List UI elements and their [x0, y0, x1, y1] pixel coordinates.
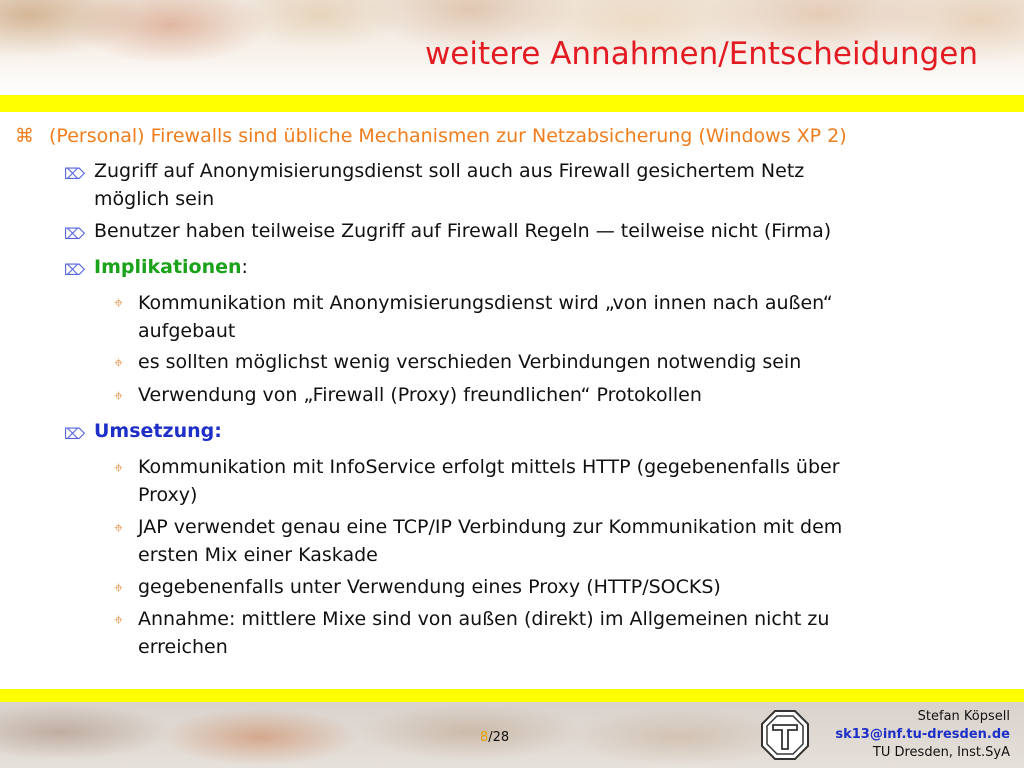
crosshair-icon: ⌖ [114, 386, 124, 405]
slide-title: weitere Annahmen/Entscheidungen [424, 36, 978, 72]
page-number [480, 730, 509, 745]
crosshair-icon: ⌖ [114, 458, 124, 477]
list-item-line: Proxy) [138, 484, 198, 506]
crosshair-icon: ⌖ [114, 353, 124, 372]
pointing-arrow-icon: ⌦ [64, 165, 86, 183]
list-item [138, 381, 702, 409]
main-bullet [15, 125, 847, 147]
page-total: /28 [488, 730, 510, 745]
tu-dresden-logo-icon [760, 709, 810, 761]
institution: TU Dresden, Inst.SyA [872, 745, 1010, 760]
list-item [94, 157, 804, 213]
header-highlight-bar [0, 95, 1024, 112]
list-item-line: möglich sein [94, 188, 215, 210]
list-item-line: JAP verwendet genau eine TCP/IP Verbindung zur Kommunikation mit dem [138, 516, 843, 538]
list-item-line: Zugriff auf Anonymisierungsdienst soll auch aus Firewall gesichertem Netz [94, 160, 805, 182]
list-item [138, 573, 721, 601]
page-current: 8 [480, 730, 489, 745]
footer [0, 702, 1024, 768]
pointing-arrow-icon: ⌦ [64, 261, 86, 279]
implikationen-label: Implikationen [94, 256, 242, 278]
implikationen-colon: : [241, 256, 248, 278]
implikationen-heading [94, 253, 248, 281]
list-item-line: Benutzer haben teilweise Zugriff auf Firewall Regeln — teilweise nicht (Firma) [94, 220, 832, 242]
list-item-line: Kommunikation mit Anonymisierungsdienst wird „von innen nach außen“ [138, 292, 833, 314]
command-icon: ⌘ [15, 125, 34, 147]
author-signature [835, 708, 1010, 762]
pointing-arrow-icon: ⌦ [64, 225, 86, 243]
header-banner [0, 0, 1024, 95]
list-item-line: erreichen [138, 636, 228, 658]
list-item-line: Annahme: mittlere Mixe sind von außen (direkt) im Allgemeinen nicht zu [138, 608, 830, 630]
list-item-line: Verwendung von „Firewall (Proxy) freundlichen“ Protokollen [138, 384, 702, 406]
footer-highlight-bar [0, 689, 1024, 702]
list-item-line: gegebenenfalls unter Verwendung eines Proxy (HTTP/SOCKS) [138, 576, 721, 598]
umsetzung-label: Umsetzung: [94, 420, 222, 442]
list-item [138, 513, 842, 569]
list-item-line: Kommunikation mit InfoService erfolgt mittels HTTP (gegebenenfalls über [138, 456, 840, 478]
list-item-line: aufgebaut [138, 320, 236, 342]
crosshair-icon: ⌖ [114, 610, 124, 629]
crosshair-icon: ⌖ [114, 293, 124, 312]
list-item-line: es sollten möglichst wenig verschieden Verbindungen notwendig sein [138, 351, 802, 373]
author-email[interactable]: sk13@inf.tu-dresden.de [835, 727, 1010, 742]
list-item [138, 453, 840, 509]
pointing-arrow-icon: ⌦ [64, 425, 86, 443]
crosshair-icon: ⌖ [114, 518, 124, 537]
list-item-line: ersten Mix einer Kaskade [138, 544, 378, 566]
list-item [138, 605, 829, 661]
crosshair-icon: ⌖ [114, 578, 124, 597]
author-name: Stefan Köpsell [917, 709, 1010, 724]
list-item [94, 217, 831, 245]
list-item [138, 289, 833, 345]
list-item [138, 348, 801, 376]
main-bullet-text: (Personal) Firewalls sind übliche Mechanismen zur Netzabsicherung (Windows XP 2) [49, 125, 847, 147]
umsetzung-heading [94, 417, 222, 445]
